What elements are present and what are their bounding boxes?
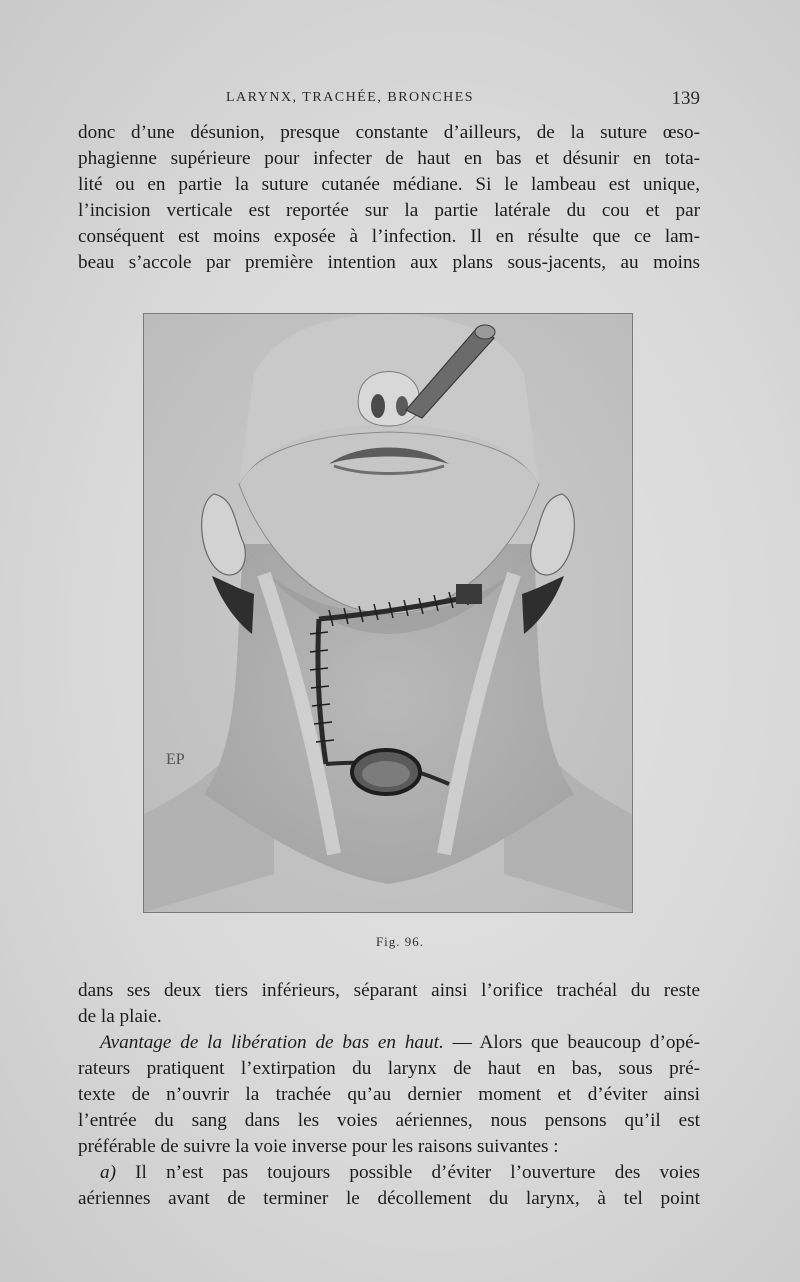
text-line: l’incision verticale est reportée sur la partie latérale du cou et par [78, 200, 700, 221]
text-line: dans ses deux tiers inférieurs, séparant ainsi l’orifice trachéal du reste [78, 980, 700, 1001]
page-number: 139 [671, 88, 700, 109]
text-line: rateurs pratiquent l’extirpation du larynx de haut en bas, sous pré- [78, 1058, 700, 1079]
artist-initials: EP [166, 751, 185, 768]
text-line: l’entrée du sang dans les voies aériennes, nous pensons qu’il est [78, 1110, 700, 1131]
text-line: aériennes avant de terminer le décollement du larynx, à tel point [78, 1188, 700, 1209]
heading-continuation: — Alors que beaucoup d’opé- [443, 1032, 700, 1053]
neck-suture-drawing [144, 314, 632, 912]
item-text: Il n’est pas toujours possible d’éviter l’ouverture des voies [115, 1162, 700, 1183]
text-line: donc d’une désunion, presque constante d’ailleurs, de la suture œso- [78, 122, 700, 143]
section-heading-line [78, 1030, 700, 1056]
item-marker: a) [100, 1162, 116, 1183]
text-line: texte de n’ouvrir la trachée qu’au dernier moment et d’éviter ainsi [78, 1084, 700, 1105]
running-head: LARYNX, TRACHÉE, BRONCHES [226, 90, 475, 105]
body-text-top [78, 120, 700, 276]
body-text-bottom [78, 978, 700, 1212]
text-line: phagienne supérieure pour infecter de haut en bas et désunir en tota- [78, 148, 700, 169]
surgical-illustration [143, 313, 633, 913]
text-line: de la plaie. [78, 1006, 162, 1027]
page-header [78, 88, 700, 112]
text-line: lité ou en partie la suture cutanée médiane. Si le lambeau est unique, [78, 174, 700, 195]
text-line: préférable de suivre la voie inverse pour les raisons suivantes : [78, 1136, 559, 1157]
figure-caption: Fig. 96. [375, 934, 425, 949]
text-line: conséquent est moins exposée à l’infection. Il en résulte que ce lam- [78, 226, 700, 247]
list-item-line [78, 1160, 700, 1186]
italic-heading: Avantage de la libération de bas en haut. [100, 1032, 444, 1053]
text-line: beau s’accole par première intention aux plans sous-jacents, au moins [78, 252, 700, 273]
